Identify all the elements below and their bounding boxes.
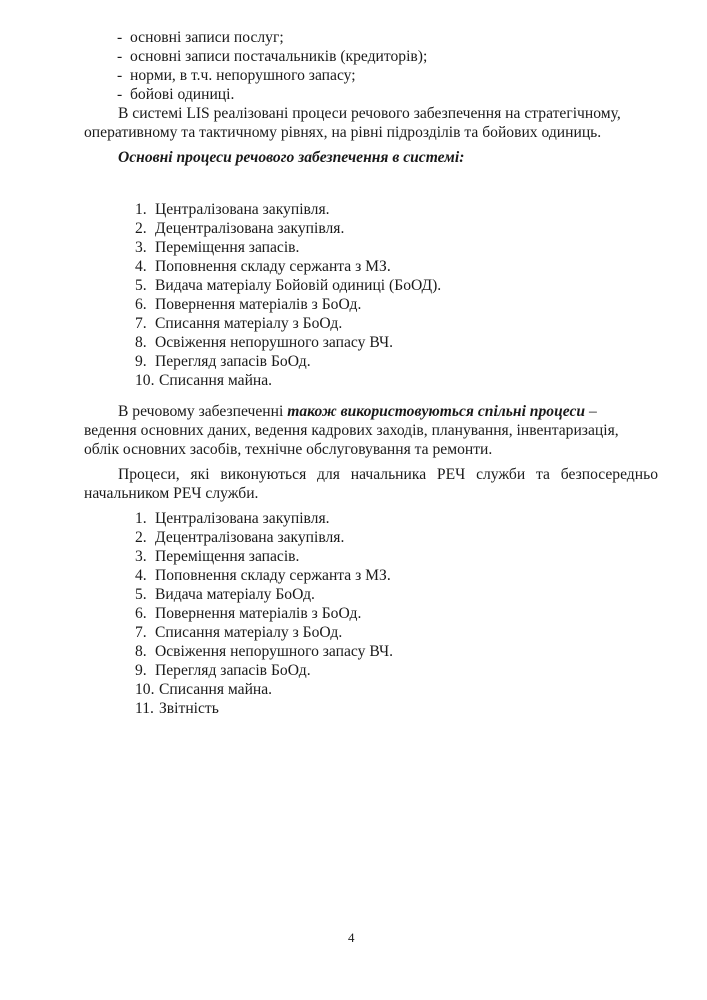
list-number: 10. bbox=[135, 372, 155, 389]
list-item-text: Децентралізована закупівля. bbox=[155, 529, 345, 546]
list-item-text: Поповнення складу сержанта з МЗ. bbox=[155, 567, 391, 584]
list-item-text: Перегляд запасів БоОд. bbox=[155, 353, 311, 370]
list-number: 9. bbox=[135, 353, 147, 370]
bullet-marker: - bbox=[117, 29, 123, 46]
numbered-list-item bbox=[135, 276, 441, 295]
list-number: 1. bbox=[135, 201, 147, 218]
numbered-list-item bbox=[135, 314, 342, 333]
list-item-text: Поповнення складу сержанта з МЗ. bbox=[155, 258, 391, 275]
paragraph-line: начальником РЕЧ служби. bbox=[84, 485, 259, 502]
numbered-list-item bbox=[135, 528, 344, 547]
numbered-list-item bbox=[135, 509, 330, 528]
numbered-list-item bbox=[135, 661, 311, 680]
list-number: 2. bbox=[135, 529, 147, 546]
list-item-text: Децентралізована закупівля. bbox=[155, 220, 345, 237]
list-number: 4. bbox=[135, 567, 147, 584]
list-number: 7. bbox=[135, 315, 147, 332]
bullet-marker: - bbox=[117, 67, 123, 84]
bullet-item bbox=[117, 85, 234, 104]
bullet-item bbox=[117, 28, 284, 47]
list-number: 6. bbox=[135, 605, 147, 622]
list-number: 9. bbox=[135, 662, 147, 679]
paragraph-line bbox=[118, 402, 597, 421]
numbered-list-item bbox=[135, 333, 393, 352]
numbered-list-item bbox=[135, 566, 391, 585]
numbered-list-item bbox=[135, 642, 393, 661]
paragraph-line: Процеси, які виконуються для начальника РЕЧ служби та безпосередньо bbox=[118, 466, 658, 483]
list-number: 3. bbox=[135, 548, 147, 565]
paragraph-line: оперативному та тактичному рівнях, на рівні підрозділів та бойових одиниць. bbox=[84, 124, 602, 141]
list-number: 8. bbox=[135, 334, 147, 351]
list-number: 1. bbox=[135, 510, 147, 527]
paragraph-dash: – bbox=[585, 403, 597, 420]
numbered-list-item bbox=[135, 200, 330, 219]
list-item-text: Централізована закупівля. bbox=[155, 201, 330, 218]
bullet-text: основні записи постачальників (кредиторів); bbox=[130, 48, 428, 65]
numbered-list-item bbox=[135, 680, 272, 699]
list-item-text: Перегляд запасів БоОд. bbox=[155, 662, 311, 679]
list-number: 5. bbox=[135, 586, 147, 603]
bullet-item bbox=[117, 66, 356, 85]
numbered-list-item bbox=[135, 604, 361, 623]
list-item-text: Списання матеріалу з БоОд. bbox=[155, 624, 343, 641]
numbered-list-item bbox=[135, 238, 299, 257]
list-item-text: Переміщення запасів. bbox=[155, 239, 300, 256]
numbered-list-item bbox=[135, 623, 342, 642]
list-number: 8. bbox=[135, 643, 147, 660]
list-number: 6. bbox=[135, 296, 147, 313]
numbered-list-item bbox=[135, 352, 311, 371]
paragraph-line: ведення основних даних, ведення кадрових заходів, планування, інвентаризація, bbox=[84, 422, 619, 439]
list-item-text: Централізована закупівля. bbox=[155, 510, 330, 527]
numbered-list-item bbox=[135, 585, 315, 604]
bullet-text: основні записи послуг; bbox=[130, 29, 284, 46]
list-item-text: Списання майна. bbox=[159, 372, 273, 389]
paragraph-line: В системі LIS реалізовані процеси речового забезпечення на стратегічному, bbox=[118, 105, 621, 122]
list-number: 11. bbox=[135, 700, 154, 717]
list-item-text: Видача матеріалу Бойовій одиниці (БоОД). bbox=[155, 277, 442, 294]
numbered-list-item bbox=[135, 257, 391, 276]
list-number: 7. bbox=[135, 624, 147, 641]
numbered-list-item bbox=[135, 295, 361, 314]
list-item-text: Повернення матеріалів з БоОд. bbox=[155, 605, 362, 622]
list-item-text: Освіження непорушного запасу ВЧ. bbox=[155, 334, 393, 351]
page-number: 4 bbox=[348, 930, 355, 945]
bullet-text: норми, в т.ч. непорушного запасу; bbox=[130, 67, 356, 84]
paragraph-line: облік основних засобів, технічне обслуговування та ремонти. bbox=[84, 441, 493, 458]
numbered-list-item bbox=[135, 371, 272, 390]
section-heading: Основні процеси речового забезпечення в системі: bbox=[118, 149, 465, 166]
list-number: 5. bbox=[135, 277, 147, 294]
emphasis-text: також використовуються спільні процеси bbox=[287, 403, 586, 420]
numbered-list-item bbox=[135, 547, 299, 566]
numbered-list-item bbox=[135, 219, 344, 238]
list-item-text: Звітність bbox=[159, 700, 219, 717]
list-item-text: Списання майна. bbox=[159, 681, 273, 698]
list-number: 10. bbox=[135, 681, 155, 698]
bullet-item bbox=[117, 47, 427, 66]
numbered-list-item bbox=[135, 699, 219, 718]
list-item-text: Списання матеріалу з БоОд. bbox=[155, 315, 343, 332]
list-number: 4. bbox=[135, 258, 147, 275]
list-item-text: Видача матеріалу БоОд. bbox=[155, 586, 315, 603]
list-item-text: Переміщення запасів. bbox=[155, 548, 300, 565]
bullet-marker: - bbox=[117, 48, 123, 65]
bullet-text: бойові одиниці. bbox=[130, 86, 235, 103]
list-number: 3. bbox=[135, 239, 147, 256]
paragraph-lead: В речовому забезпеченні bbox=[118, 403, 288, 420]
list-number: 2. bbox=[135, 220, 147, 237]
bullet-marker: - bbox=[117, 86, 123, 103]
list-item-text: Повернення матеріалів з БоОд. bbox=[155, 296, 362, 313]
list-item-text: Освіження непорушного запасу ВЧ. bbox=[155, 643, 393, 660]
